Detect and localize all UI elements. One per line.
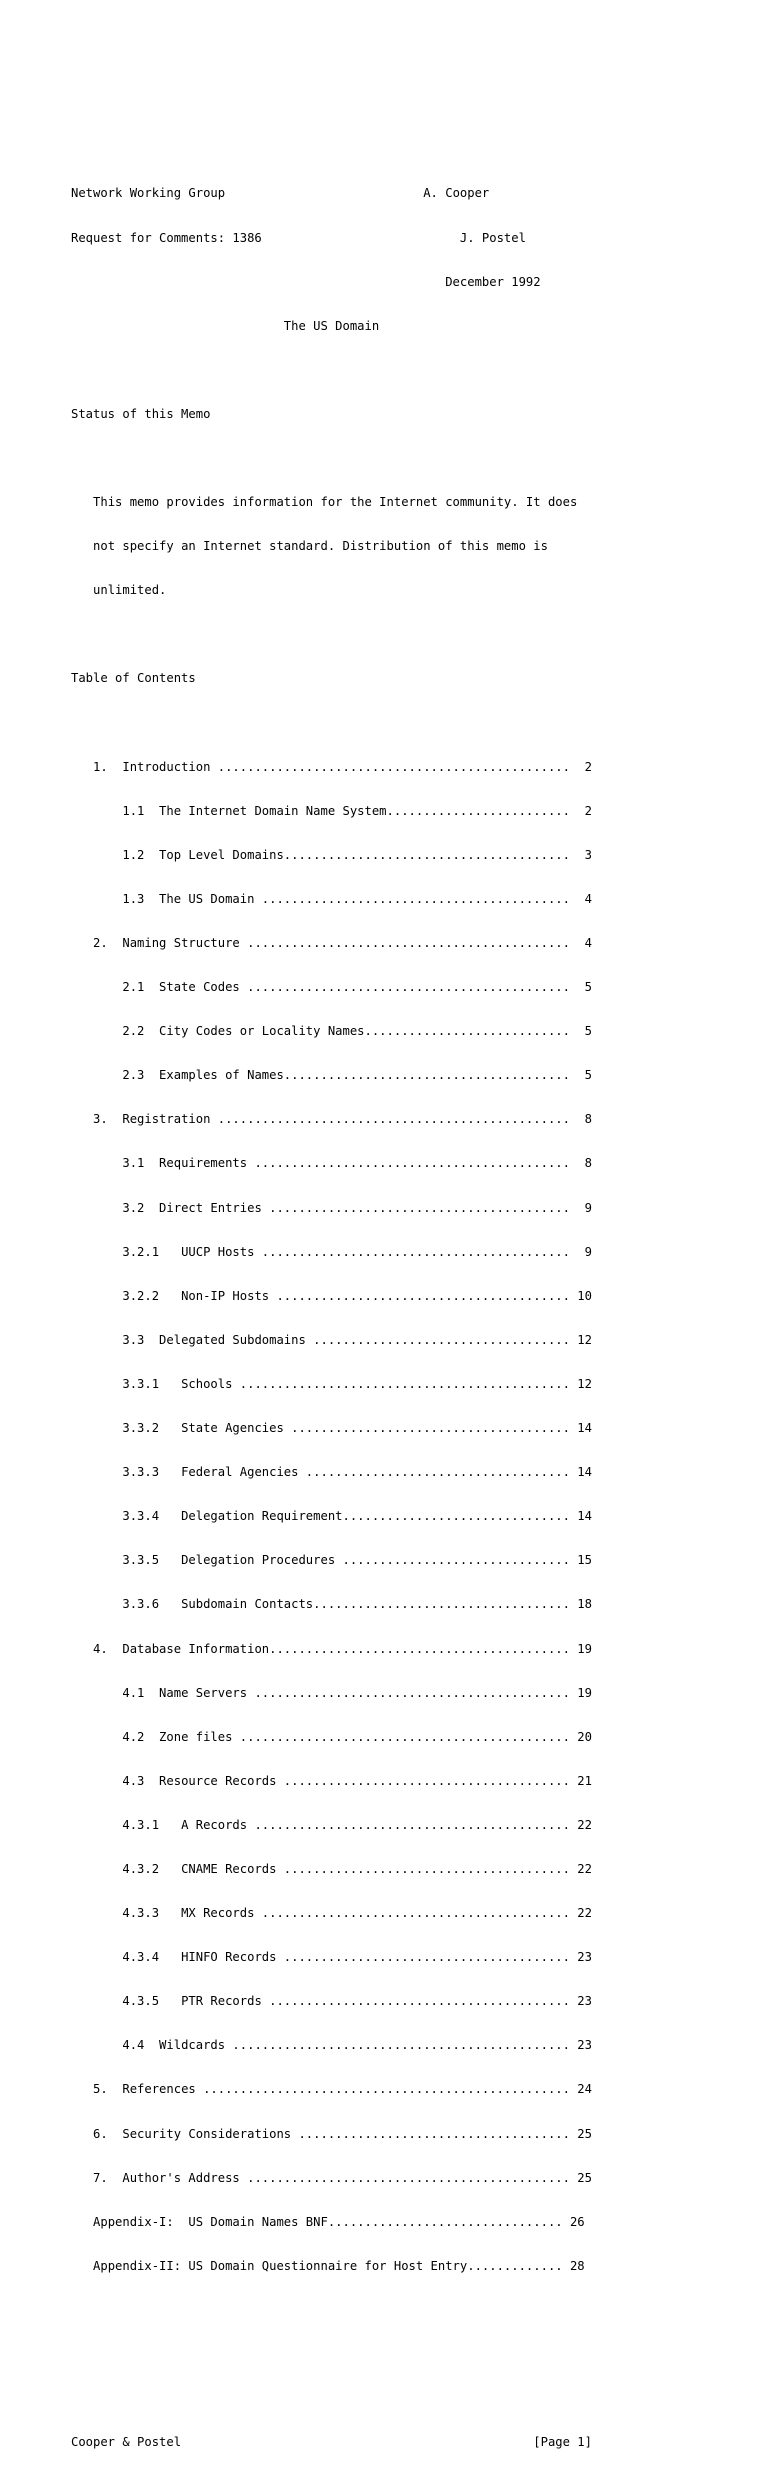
header-line-2 <box>71 231 592 246</box>
header-spacer-2 <box>262 231 460 245</box>
toc-entry <box>71 804 592 819</box>
toc-entry-text: 6. Security Considerations ..................................... 25 <box>93 2126 592 2141</box>
toc-entry <box>71 2171 592 2186</box>
status-text-3: unlimited. <box>93 583 167 598</box>
header-line-1 <box>71 186 592 201</box>
toc-entry <box>71 2215 592 2230</box>
header-line-3 <box>71 275 592 290</box>
toc-entry-text: 4.3.2 CNAME Records ....................................... 22 <box>93 1861 592 1876</box>
title-spacer <box>71 319 284 333</box>
status-heading: Status of this Memo <box>71 406 211 421</box>
document-title: The US Domain <box>283 318 380 333</box>
toc-entry <box>71 760 592 775</box>
toc-entry-text: 4.1 Name Servers ........................................... 19 <box>93 1685 592 1700</box>
toc-entry-text: 4.3.5 PTR Records ......................................... 23 <box>93 1994 592 2009</box>
toc-entry <box>71 1553 592 1568</box>
toc-entry-text: Appendix-I: US Domain Names BNF................................ 26 <box>93 2214 585 2229</box>
header-spacer-1 <box>225 186 423 200</box>
toc-entry-text: 3.3.5 Delegation Procedures ............................... 15 <box>93 1553 592 1568</box>
status-text-line <box>71 539 592 554</box>
toc-entry <box>71 1068 592 1083</box>
blank-line <box>71 627 592 642</box>
toc-entry <box>71 1950 592 1965</box>
toc-entry <box>71 1906 592 1921</box>
toc-entry <box>71 1509 592 1524</box>
blank-line <box>71 716 592 731</box>
header-right-1: A. Cooper <box>423 186 490 201</box>
toc-entry <box>71 980 592 995</box>
toc-entry-text: 3.3.1 Schools ............................................. 12 <box>93 1376 592 1391</box>
header-right-3: December 1992 <box>445 274 541 289</box>
toc-entry-text: 4.3.3 MX Records .......................................... 22 <box>93 1906 592 1921</box>
header-left-1: Network Working Group <box>71 186 226 201</box>
toc-entry-text: 1.2 Top Level Domains....................................... 3 <box>93 847 592 862</box>
toc-entry-text: 5. References .................................................. 24 <box>93 2082 592 2097</box>
toc-entry <box>71 1465 592 1480</box>
toc-entry <box>71 1289 592 1304</box>
toc-entry-text: 1.3 The US Domain .......................................... 4 <box>93 891 592 906</box>
toc-entry <box>71 1245 592 1260</box>
toc-entry-text: 3.1 Requirements ........................................... 8 <box>93 1156 592 1171</box>
toc-entry-text: 3. Registration ................................................ 8 <box>93 1112 592 1127</box>
toc-entry <box>71 1421 592 1436</box>
toc-entry <box>71 2127 592 2142</box>
toc-entry-text: 3.3.3 Federal Agencies .................................... 14 <box>93 1465 592 1480</box>
toc-entry-text: 7. Author's Address ............................................ 25 <box>93 2170 592 2185</box>
toc-entry-text: 4.4 Wildcards .............................................. 23 <box>93 2038 592 2053</box>
toc-entry-text: 3.2.1 UUCP Hosts .......................................... 9 <box>93 1244 592 1259</box>
toc-entry-text: 3.2.2 Non-IP Hosts ........................................ 10 <box>93 1288 592 1303</box>
blank-line <box>71 2347 592 2362</box>
toc-entry-text: 4.3.1 A Records ........................................... 22 <box>93 1817 592 1832</box>
toc-entry-text: 3.3.4 Delegation Requirement............................... 14 <box>93 1509 592 1524</box>
toc-entry-text: 3.2 Direct Entries ......................................... 9 <box>93 1200 592 1215</box>
status-text-line <box>71 495 592 510</box>
blank-line <box>71 363 592 378</box>
title-line <box>71 319 592 334</box>
toc-entry <box>71 2082 592 2097</box>
toc-entry-text: Appendix-II: US Domain Questionnaire for Host Entry............. 28 <box>93 2258 585 2273</box>
toc-entry <box>71 1686 592 1701</box>
header-spacer-3 <box>71 275 445 289</box>
toc-entry <box>71 1112 592 1127</box>
toc-entry <box>71 1201 592 1216</box>
toc-entry <box>71 848 592 863</box>
toc-entry <box>71 1333 592 1348</box>
header-left-2: Request for Comments: 1386 <box>71 230 262 245</box>
status-text-2: not specify an Internet standard. Distribution of this memo is <box>93 539 548 554</box>
toc-entry-text: 4.2 Zone files ............................................. 20 <box>93 1729 592 1744</box>
toc-entry <box>71 2259 592 2274</box>
rfc-document <box>71 157 592 2465</box>
toc-entry <box>71 936 592 951</box>
toc-entry <box>71 1156 592 1171</box>
toc-entry-text: 1.1 The Internet Domain Name System......................... 2 <box>93 803 592 818</box>
toc-entry <box>71 1024 592 1039</box>
status-text-1: This memo provides information for the Internet community. It does <box>93 495 578 510</box>
toc-entry-text: 2. Naming Structure ............................................ 4 <box>93 936 592 950</box>
toc-entry <box>71 1818 592 1833</box>
toc-entry <box>71 1862 592 1877</box>
footer-page-number: [Page 1] <box>533 2435 592 2450</box>
toc-entry-text: 3.3 Delegated Subdomains ................................... 12 <box>93 1332 592 1347</box>
toc-entry-text: 4.3.4 HINFO Records ....................................... 23 <box>93 1950 592 1965</box>
toc-entry <box>71 2038 592 2053</box>
toc-entry-text: 1. Introduction ................................................ 2 <box>93 759 592 774</box>
toc-entry <box>71 1994 592 2009</box>
footer-line <box>71 2435 592 2450</box>
toc-heading: Table of Contents <box>71 671 196 686</box>
toc-entry-text: 4. Database Information......................................... 19 <box>93 1641 592 1656</box>
toc-entry-text: 4.3 Resource Records ....................................... 21 <box>93 1773 592 1788</box>
toc-entry-text: 2.1 State Codes ............................................ 5 <box>93 980 592 995</box>
toc-entry-text: 3.3.6 Subdomain Contacts................................... 18 <box>93 1597 592 1612</box>
status-text-line <box>71 583 592 598</box>
blank-line <box>71 451 592 466</box>
blank-line <box>71 2391 592 2406</box>
toc-entry-text: 2.3 Examples of Names....................................... 5 <box>93 1068 592 1083</box>
toc-entry <box>71 1597 592 1612</box>
header-right-2: J. Postel <box>459 230 526 245</box>
toc-entry <box>71 1642 592 1657</box>
toc-entry-text: 3.3.2 State Agencies ...................................... 14 <box>93 1421 592 1436</box>
toc-entry <box>71 892 592 907</box>
toc-entry <box>71 1730 592 1745</box>
footer-left: Cooper & Postel <box>71 2435 182 2450</box>
blank-line <box>71 2303 592 2318</box>
footer-spacer <box>181 2435 533 2449</box>
toc-entry-text: 2.2 City Codes or Locality Names............................ 5 <box>93 1024 592 1039</box>
toc-entry <box>71 1774 592 1789</box>
toc-entry <box>71 1377 592 1392</box>
